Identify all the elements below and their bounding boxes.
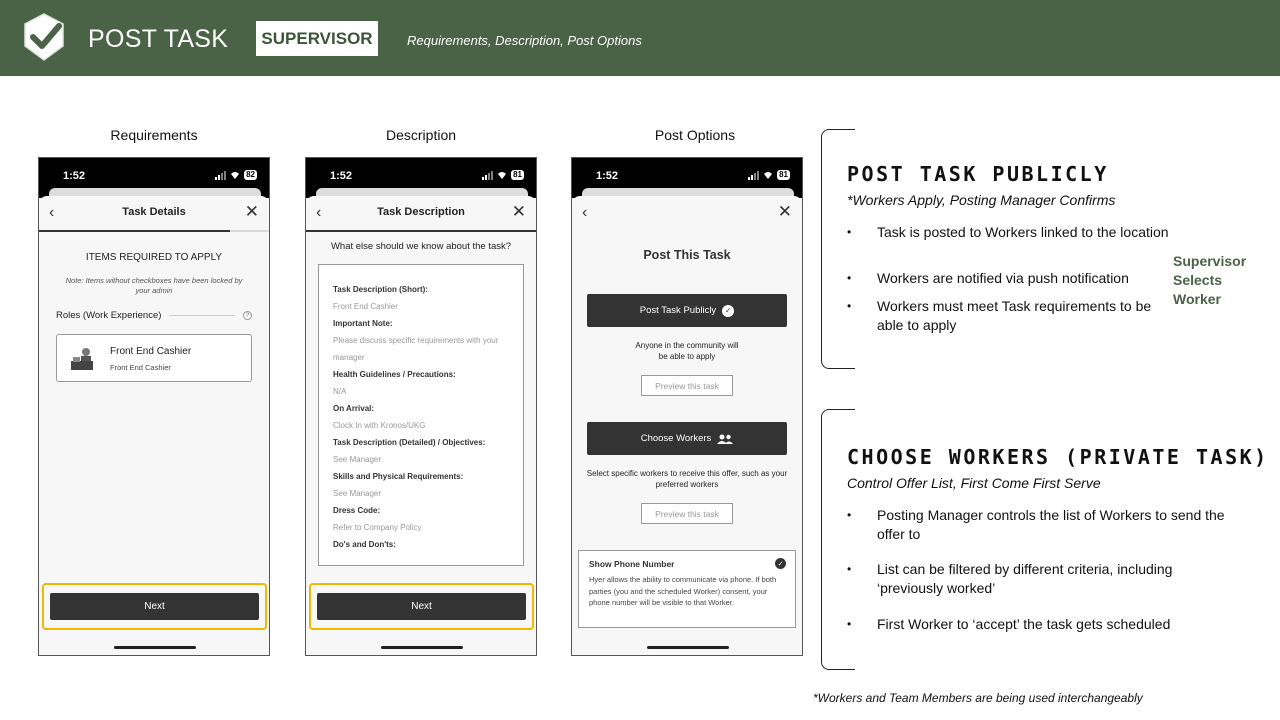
- phone-screen-post-options: [571, 157, 803, 656]
- battery-icon: 81: [779, 170, 788, 179]
- wifi-icon: [497, 171, 507, 180]
- description-value: Front End Cashier: [333, 302, 398, 311]
- phone-screen-requirements: [38, 157, 270, 656]
- nav-title: Task Description: [377, 206, 465, 218]
- battery-icon: 81: [513, 170, 522, 179]
- role-subtitle: Front End Cashier: [110, 363, 171, 372]
- next-highlight: [309, 583, 534, 630]
- section-title-public: POST TASK PUBLICLY: [847, 162, 1109, 186]
- preview-task-button-2[interactable]: Preview this task: [641, 503, 733, 524]
- description-label: On Arrival:: [333, 404, 375, 413]
- bullet-public-3: • Workers must meet Task requirements to be able to apply: [847, 298, 1152, 333]
- choose-workers-note: Select specific workers to receive this offer, such as your preferred workers: [586, 469, 788, 489]
- bullet-public-1: • Task is posted to Workers linked to the location: [847, 224, 1169, 240]
- nav-bar: [306, 196, 536, 230]
- bullet-public-2: • Workers are notified via push notification: [847, 270, 1129, 286]
- signal-icon: [482, 171, 493, 180]
- phone-screen-description: [305, 157, 537, 656]
- post-title: Post This Task: [643, 248, 731, 262]
- check-shield-icon: [21, 12, 67, 62]
- home-indicator: [381, 646, 463, 649]
- description-value: Please discuss specific requirements with your manager: [333, 336, 499, 362]
- items-title: ITEMS REQUIRED TO APPLY: [85, 252, 223, 263]
- post-publicly-note: Anyone in the community will be able to apply: [635, 341, 739, 361]
- check-circle-icon: ✓: [722, 305, 734, 317]
- people-icon: [717, 434, 733, 444]
- description-value: See Manager: [333, 455, 382, 464]
- progress-fill: [39, 230, 230, 232]
- back-chevron-icon[interactable]: ‹: [582, 204, 588, 221]
- battery-icon: 82: [246, 170, 255, 179]
- preview-task-button[interactable]: Preview this task: [641, 375, 733, 396]
- role-name: Front End Cashier: [110, 346, 192, 357]
- description-question: What else should we know about the task?: [330, 241, 512, 252]
- column-label-post-options: Post Options: [654, 127, 736, 143]
- close-icon[interactable]: ✕: [244, 202, 259, 221]
- description-label: Task Description (Short):: [333, 285, 428, 294]
- back-chevron-icon[interactable]: ‹: [316, 204, 322, 221]
- description-label: Health Guidelines / Precautions:: [333, 370, 456, 379]
- post-publicly-label: Post Task Publicly: [639, 305, 717, 316]
- description-label: Do's and Don'ts:: [333, 540, 396, 549]
- next-button[interactable]: Next: [317, 593, 526, 620]
- header-bar: [0, 0, 1280, 76]
- back-chevron-icon[interactable]: ‹: [49, 204, 55, 221]
- status-time: 1:52: [596, 170, 619, 182]
- home-indicator: [647, 646, 729, 649]
- checkbox-checked-icon[interactable]: ✓: [775, 558, 786, 569]
- section-subtitle-public: *Workers Apply, Posting Manager Confirms: [847, 192, 1116, 208]
- show-phone-card[interactable]: [578, 550, 796, 628]
- column-label-description: Description: [385, 127, 457, 143]
- cashier-icon: [69, 347, 95, 371]
- role-badge: SUPERVISOR: [256, 21, 378, 56]
- progress-bar: [306, 230, 536, 232]
- show-phone-title: Show Phone Number: [589, 559, 675, 569]
- status-time: 1:52: [330, 170, 353, 182]
- post-options-sheet: [572, 196, 802, 655]
- roles-header: [56, 310, 252, 321]
- post-publicly-button[interactable]: [587, 294, 787, 327]
- section-subtitle-private: Control Offer List, First Come First Serve: [847, 475, 1101, 491]
- nav-bar: [572, 196, 802, 230]
- footnote: *Workers and Team Members are being used interchangeably: [813, 691, 1143, 705]
- next-highlight: [42, 583, 267, 630]
- description-label: Task Description (Detailed) / Objectives:: [333, 438, 486, 447]
- roles-label: Roles (Work Experience): [56, 310, 162, 321]
- choose-workers-button[interactable]: [587, 422, 787, 455]
- bullet-private-1: • Posting Manager controls the list of Workers to send the offer to: [847, 507, 1225, 542]
- status-time: 1:52: [63, 170, 86, 182]
- description-textarea[interactable]: [318, 264, 524, 566]
- page-subtitle: Requirements, Description, Post Options: [407, 33, 642, 48]
- home-indicator: [114, 646, 196, 649]
- description-value: Clock In with Kronos/UKG: [333, 421, 426, 430]
- nav-bar: [39, 196, 269, 230]
- section-title-private: CHOOSE WORKERS (PRIVATE TASK): [847, 445, 1269, 469]
- progress-bar: [39, 230, 269, 232]
- description-value: N/A: [333, 387, 347, 396]
- info-icon[interactable]: ?: [243, 311, 252, 320]
- description-label: Skills and Physical Requirements:: [333, 472, 464, 481]
- side-note: Supervisor Selects Worker: [1173, 253, 1247, 307]
- next-button[interactable]: Next: [50, 593, 259, 620]
- items-note: Note: Items without checkboxes have been locked by your admin: [65, 276, 243, 295]
- description-value: Refer to Company Policy: [333, 523, 422, 532]
- page-title: POST TASK: [88, 25, 229, 53]
- signal-icon: [748, 171, 759, 180]
- role-card[interactable]: [56, 334, 252, 382]
- close-icon[interactable]: ✕: [511, 202, 526, 221]
- column-label-requirements: Requirements: [110, 127, 198, 143]
- wifi-icon: [230, 171, 240, 180]
- nav-title: Task Details: [122, 206, 186, 218]
- show-phone-body: Hyer allows the ability to communicate via phone. If both parties (you and the scheduled Worker) consent, your phone number will be visible to that Worker.: [589, 575, 777, 607]
- description-value: See Manager: [333, 489, 382, 498]
- description-label: Dress Code:: [333, 506, 381, 515]
- choose-workers-label: Choose Workers: [640, 433, 712, 444]
- bullet-private-3: • First Worker to ‘accept’ the task gets scheduled: [847, 616, 1171, 632]
- signal-icon: [215, 171, 226, 180]
- wifi-icon: [763, 171, 773, 180]
- description-label: Important Note:: [333, 319, 393, 328]
- bullet-private-2: • List can be filtered by different criteria, including ‘previously worked’: [847, 561, 1173, 596]
- close-icon[interactable]: ✕: [777, 202, 792, 221]
